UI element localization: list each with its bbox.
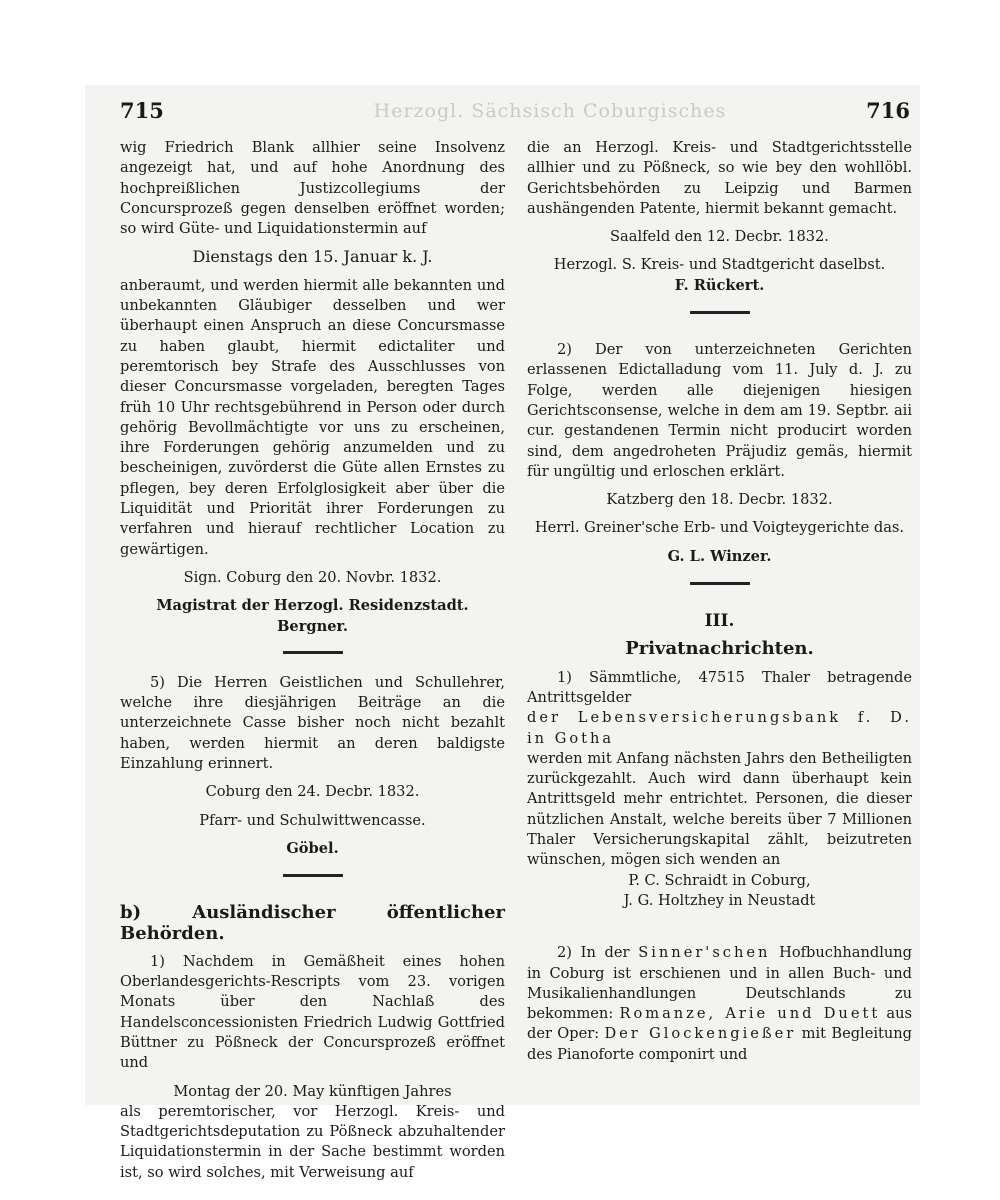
place-date-line: Katzberg den 18. Decbr. 1832. xyxy=(606,491,833,509)
signatory-name: F. Rückert. xyxy=(674,276,765,294)
issuing-authority: Herzogl. S. Kreis- und Stadtgericht daselbst. xyxy=(553,256,886,274)
signatory-name: G. L. Winzer. xyxy=(667,547,772,565)
spaced-emphasis: Romanze, Arie und Duett xyxy=(619,1005,881,1023)
spaced-emphasis: Sinner'schen xyxy=(638,944,771,962)
issuing-authority: Pfarr- und Schulwittwencasse. xyxy=(199,811,426,829)
separator-rule xyxy=(120,637,505,665)
notice-paragraph: anberaumt, und werden hiermit alle bekannten und unbekannten Gläubiger desselben und wer überhaupt einen Anspruch an diese Concursmasse zu haben glaubt, hiermit edictaliter und peremtorisch bey Strafe des Ausschlusses von dieser Concursmasse vorgeladen, beregten Tages früh 10 Uhr rechtsgebührend in Person oder durch gehörig Bevollmächtigte vor uns zu erscheinen, ihre Forderungen gehörig anzumelden und zu bescheinigen, zuvörderst die Güte allen Ernstes zu pflegen, bey deren Erfolglosigkeit aber über die Liquidität und Priorität ihrer Forderungen zu verfahren und hierauf rechtlicher Location zu gewärtigen. xyxy=(120,276,505,558)
text-fragment: 2) In der xyxy=(557,944,630,962)
issuing-authority: Herrl. Greiner'sche Erb- und Voigteygerichte das. xyxy=(534,519,905,537)
notice-paragraph: die an Herzogl. Kreis- und Stadtgerichtsstelle allhier und zu Pößneck, so wie bey den wohllöbl. Gerichtsbehörden zu Leipzig und Barmen aushängenden Patente, hiermit bekannt gemacht. xyxy=(527,139,912,217)
text-fragment: Hofbuchhandlung in Coburg ist erschienen und in allen Buch- und Musikalienhandlungen Deutschlands zu bekommen: xyxy=(527,944,913,1023)
notice-paragraph: 5) Die Herren Geistlichen und Schullehrer, welche ihre diesjährigen Beiträge an die unterzeichnete Casse bisher noch nicht bezahlt haben, werden hiermit an deren baldigste Einzahlung erinnert. xyxy=(120,673,505,773)
spaced-emphasis: der Lebensversicherungsbank f. D. in Gotha xyxy=(527,709,912,747)
section-number: III. xyxy=(704,611,735,632)
notice-paragraph xyxy=(527,943,912,1065)
text-fragment: mit Begleitung des Pianoforte componirt und xyxy=(527,1025,913,1063)
page-number-left: 715 xyxy=(120,98,164,123)
notice-paragraph: 2) Der von unterzeichneten Gerichten erlassenen Edictalladung vom 11. July d. J. zu Folge, werden alle diejenigen hiesigen Gerichtsconsense, welche in dem am 19. Septbr. aii cur. gestandenen Termin nicht producirt worden sind, dem angedroheten Präjudiz gemäs, hiermit für ungültig und erloschen erklärt. xyxy=(527,341,912,480)
agent-name: J. G. Holtzhey in Neustadt xyxy=(623,891,816,909)
notice-paragraph: 1) Sämmtliche, 47515 Thaler betragende Antrittsgelder xyxy=(527,668,912,706)
place-date-line: Saalfeld den 12. Decbr. 1832. xyxy=(610,228,829,246)
signatory-name: Bergner. xyxy=(277,617,348,635)
hearing-date: Dienstags den 15. Januar k. J. xyxy=(192,247,433,267)
page-number-right: 716 xyxy=(866,98,910,123)
signatory-name: Göbel. xyxy=(286,839,339,857)
notice-paragraph: wig Friedrich Blank allhier seine Insolvenz angezeigt hat, und auf hohe Anordnung des hochpreißlichen Justizcollegiums der Concursprozeß gegen denselben eröffnet worden; so wird Güte- und Liquidationstermin auf xyxy=(120,139,505,238)
section-heading: Privatnachrichten. xyxy=(625,638,814,660)
separator-rule xyxy=(527,567,912,595)
notice-paragraph: werden mit Anfang nächsten Jahrs den Betheiligten zurückgezahlt. Auch wird dann überhaupt kein Antrittsgeld mehr entrichtet. Personen, die dieser nützlichen Anstalt, welche bereits über 7 Millionen Thaler Versicherungskapital zählt, beizutreten wünschen, mögen sich wenden an xyxy=(527,749,912,869)
separator-rule xyxy=(120,859,505,887)
notice-paragraph: 1) Nachdem in Gemäßheit eines hohen Oberlandesgerichts-Rescripts vom 23. vorigen Monats über den Nachlaß des Handelsconcessionisten Friedrich Ludwig Gottfried Büttner zu Pößneck der Concursprozeß eröffnet und xyxy=(120,952,505,1072)
issuing-authority: Magistrat der Herzogl. Residenzstadt. xyxy=(156,597,469,615)
hearing-date: Montag der 20. May künftigen Jahres xyxy=(173,1082,452,1100)
notice-paragraph: als peremtorischer, vor Herzogl. Kreis- und Stadtgerichtsdeputation zu Pößneck abzuhaltender Liquidationstermin in der Sache bestimmt worden ist, so wird solches, mit Verweisung auf xyxy=(120,1102,505,1181)
agent-name: P. C. Schraidt in Coburg, xyxy=(628,871,811,889)
text-fragment: aus der Oper: xyxy=(527,1005,913,1043)
section-heading: b) Ausländischer öffentlicher Behörden. xyxy=(120,902,505,944)
right-column xyxy=(527,138,912,1065)
left-column xyxy=(120,138,505,1183)
place-date-line: Sign. Coburg den 20. Novbr. 1832. xyxy=(183,568,442,586)
running-title: Herzogl. Sächsisch Coburgisches xyxy=(373,100,727,122)
spaced-emphasis: Der Glockengießer xyxy=(604,1025,797,1043)
page-header xyxy=(120,98,910,130)
place-date-line: Coburg den 24. Decbr. 1832. xyxy=(205,783,420,801)
separator-rule xyxy=(527,296,912,324)
